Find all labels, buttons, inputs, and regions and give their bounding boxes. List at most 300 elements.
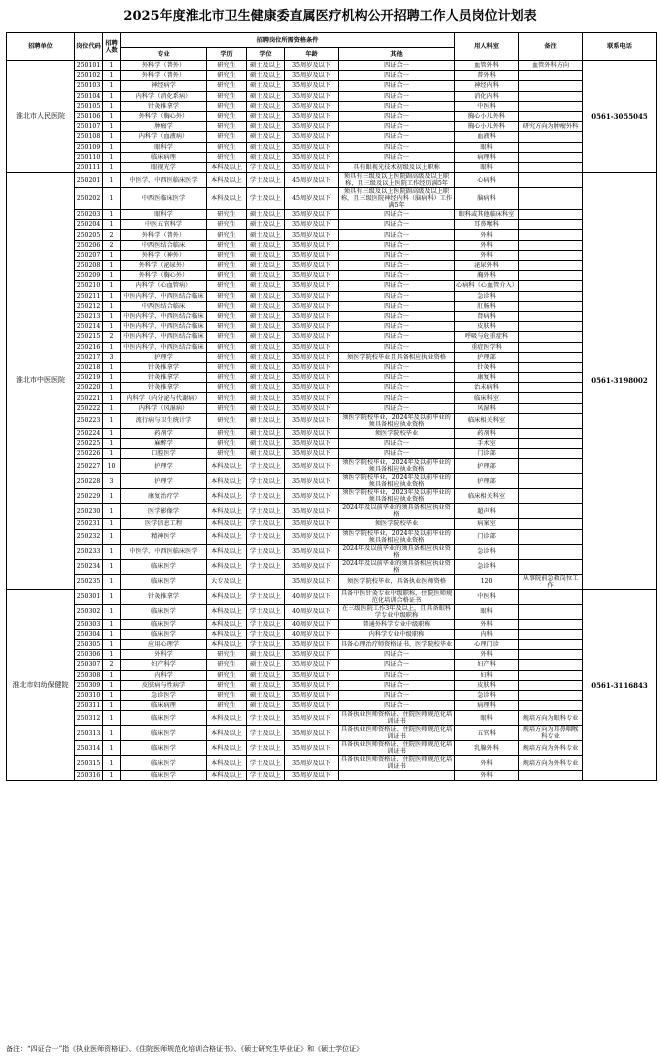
cell-degree: 硕士及以上	[247, 142, 285, 152]
cell-count: 1	[103, 122, 121, 132]
cell-remark	[519, 188, 583, 210]
cell-dept: 耳鼻喉科	[455, 220, 519, 230]
cell-major: 医学影像学	[121, 504, 207, 519]
table-row	[7, 261, 657, 271]
cell-other: 2024年及以前毕业的须具备相应执业资格	[339, 559, 455, 574]
cell-code: 250229	[75, 489, 103, 504]
cell-age: 35周岁及以下	[285, 393, 339, 403]
cell-dept: 胸心小儿外科	[455, 122, 519, 132]
cell-edu: 研究生	[207, 393, 247, 403]
table-row	[7, 152, 657, 162]
cell-count: 1	[103, 291, 121, 301]
cell-age: 35周岁及以下	[285, 489, 339, 504]
cell-code: 250101	[75, 61, 103, 71]
cell-edu: 研究生	[207, 311, 247, 321]
cell-code: 250209	[75, 271, 103, 281]
cell-code: 250206	[75, 240, 103, 250]
table-row	[7, 210, 657, 220]
cell-count: 1	[103, 261, 121, 271]
cell-edu: 本科及以上	[207, 459, 247, 474]
cell-dept: 康复科	[455, 373, 519, 383]
cell-count: 1	[103, 650, 121, 660]
cell-code: 250231	[75, 519, 103, 529]
cell-age: 35周岁及以下	[285, 61, 339, 71]
cell-remark	[519, 428, 583, 438]
cell-major: 针灸推拿学	[121, 589, 207, 604]
table-row	[7, 439, 657, 449]
cell-code: 250233	[75, 544, 103, 559]
cell-code: 250315	[75, 756, 103, 771]
cell-remark	[519, 413, 583, 428]
cell-remark: 规培方向为外科专业	[519, 756, 583, 771]
cell-remark	[519, 132, 583, 142]
cell-remark	[519, 173, 583, 188]
cell-remark	[519, 210, 583, 220]
cell-remark	[519, 639, 583, 649]
cell-degree: 学士及以上	[247, 756, 285, 771]
cell-major: 针灸推拿学	[121, 373, 207, 383]
table-row	[7, 173, 657, 188]
cell-edu: 研究生	[207, 439, 247, 449]
cell-age: 35周岁及以下	[285, 474, 339, 489]
table-row	[7, 519, 657, 529]
cell-age: 35周岁及以下	[285, 210, 339, 220]
cell-major: 麻醉学	[121, 439, 207, 449]
cell-dept: 心病科（心血管介入）	[456, 282, 518, 290]
cell-count: 1	[103, 741, 121, 756]
cell-count: 2	[103, 230, 121, 240]
cell-count: 1	[103, 81, 121, 91]
cell-age: 35周岁及以下	[285, 449, 339, 459]
cell-degree: 硕士及以上	[247, 230, 285, 240]
table-row	[7, 726, 657, 741]
cell-count: 1	[103, 152, 121, 162]
cell-edu: 研究生	[207, 71, 247, 81]
cell-age: 40周岁及以下	[285, 629, 339, 639]
cell-code: 250207	[75, 250, 103, 260]
cell-major: 眼科学	[121, 142, 207, 152]
cell-code: 250219	[75, 373, 103, 383]
cell-edu: 研究生	[207, 230, 247, 240]
cell-count: 1	[103, 383, 121, 393]
table-row	[7, 680, 657, 690]
cell-count: 1	[103, 690, 121, 700]
cell-count: 1	[103, 132, 121, 142]
cell-other: 四证合一	[339, 342, 455, 352]
cell-major: 药剂学	[121, 428, 207, 438]
table-row	[7, 383, 657, 393]
cell-age: 45周岁及以下	[285, 188, 339, 210]
cell-remark	[519, 439, 583, 449]
cell-dept: 外科	[455, 250, 519, 260]
cell-code: 250307	[75, 660, 103, 670]
cell-edu: 研究生	[207, 428, 247, 438]
cell-dept: 中医科	[455, 101, 519, 111]
cell-remark	[519, 489, 583, 504]
cell-edu: 研究生	[207, 650, 247, 660]
cell-degree: 硕士及以上	[247, 362, 285, 372]
cell-edu: 研究生	[207, 301, 247, 311]
cell-dept: 肛肠科	[455, 301, 519, 311]
cell-other: 四证合一	[339, 690, 455, 700]
table-row	[7, 81, 657, 91]
cell-major: 临床病理	[121, 152, 207, 162]
cell-other: 四证合一	[339, 240, 455, 250]
cell-major: 临床医学	[121, 574, 207, 589]
header-conditions: 招聘岗位所需资格条件	[121, 33, 455, 48]
cell-count: 2	[103, 332, 121, 342]
cell-other: 四证合一	[339, 71, 455, 81]
cell-code: 250208	[75, 261, 103, 271]
cell-count: 1	[103, 301, 121, 311]
cell-other: 具备执业医师资格证、住院医师规范化培训证书	[339, 756, 455, 771]
cell-count: 1	[103, 101, 121, 111]
cell-dept: 血液科	[455, 132, 519, 142]
table-row	[7, 701, 657, 711]
header-remark: 备注	[519, 33, 583, 61]
cell-degree: 硕士及以上	[247, 332, 285, 342]
cell-remark	[519, 91, 583, 101]
cell-other: 四证合一	[339, 383, 455, 393]
cell-dept: 重症医学科	[455, 342, 519, 352]
table-row	[7, 741, 657, 756]
cell-count: 1	[103, 342, 121, 352]
cell-dept: 风湿科	[455, 403, 519, 413]
cell-major: 临床医学	[121, 771, 207, 781]
cell-dept: 心病科	[455, 173, 519, 188]
cell-edu: 研究生	[207, 332, 247, 342]
cell-other: 内科学专业中级职称	[339, 629, 455, 639]
cell-count: 1	[103, 529, 121, 544]
cell-age: 35周岁及以下	[285, 413, 339, 428]
cell-edu: 研究生	[207, 250, 247, 260]
cell-major: 精神医学	[121, 529, 207, 544]
cell-age: 35周岁及以下	[285, 122, 339, 132]
table-row	[7, 660, 657, 670]
table-row	[7, 342, 657, 352]
cell-other: 四证合一	[339, 210, 455, 220]
cell-count: 1	[103, 71, 121, 81]
cell-edu: 本科及以上	[207, 726, 247, 741]
cell-dept: 护理部	[455, 352, 519, 362]
table-row	[7, 544, 657, 559]
cell-remark	[519, 142, 583, 152]
cell-remark	[519, 332, 583, 342]
cell-age: 35周岁及以下	[285, 311, 339, 321]
cell-other: 四证合一	[339, 439, 455, 449]
cell-dept: 胸心小儿外科	[455, 111, 519, 121]
cell-age: 35周岁及以下	[285, 261, 339, 271]
table-row	[7, 352, 657, 362]
header-unit: 招聘单位	[7, 33, 75, 61]
cell-dept: 眼科	[455, 162, 519, 172]
cell-remark	[519, 660, 583, 670]
table-row	[7, 670, 657, 680]
cell-degree: 硕士及以上	[247, 81, 285, 91]
cell-major: 外科学（普外）	[121, 71, 207, 81]
cell-degree: 硕士及以上	[247, 271, 285, 281]
cell-other: 须具有三级及以上医院副高级及以上职称，且三级医院神经内科（脑病科）工作满5年	[339, 188, 455, 210]
cell-code: 250309	[75, 680, 103, 690]
header-dept: 用人科室	[455, 33, 519, 61]
cell-other: 四证合一	[339, 322, 455, 332]
cell-remark	[519, 544, 583, 559]
cell-degree: 硕士及以上	[247, 71, 285, 81]
cell-code: 250103	[75, 81, 103, 91]
cell-edu: 研究生	[207, 91, 247, 101]
cell-edu: 本科及以上	[207, 544, 247, 559]
cell-edu: 研究生	[207, 383, 247, 393]
cell-count: 1	[103, 111, 121, 121]
cell-remark	[519, 291, 583, 301]
cell-degree: 学士及以上	[247, 604, 285, 619]
cell-dept: 妇科	[455, 670, 519, 680]
cell-degree: 硕士及以上	[247, 680, 285, 690]
cell-code: 250110	[75, 152, 103, 162]
table-row	[7, 188, 657, 210]
cell-remark	[519, 771, 583, 781]
cell-edu: 研究生	[207, 271, 247, 281]
cell-code: 250313	[75, 726, 103, 741]
cell-remark	[519, 670, 583, 680]
cell-remark	[519, 504, 583, 519]
cell-count: 1	[103, 449, 121, 459]
cell-age: 35周岁及以下	[285, 291, 339, 301]
cell-dept: 120	[455, 574, 519, 589]
cell-major: 内科学（风湿病）	[121, 403, 207, 413]
cell-degree: 学士及以上	[247, 162, 285, 172]
cell-edu: 本科及以上	[207, 519, 247, 529]
cell-code: 250213	[75, 311, 103, 321]
cell-major: 中医内科学、中西医结合临床	[121, 322, 207, 332]
cell-count: 3	[103, 352, 121, 362]
cell-age: 35周岁及以下	[285, 91, 339, 101]
cell-dept: 急诊科	[455, 690, 519, 700]
cell-remark	[519, 322, 583, 332]
cell-degree: 学士及以上	[247, 711, 285, 726]
cell-age: 35周岁及以下	[285, 240, 339, 250]
cell-count: 3	[103, 474, 121, 489]
cell-other: 四证合一	[339, 152, 455, 162]
cell-edu: 研究生	[207, 670, 247, 680]
cell-other: 四证合一	[339, 81, 455, 91]
cell-count: 1	[103, 439, 121, 449]
cell-remark: 从事院前急救岗位工作	[519, 574, 583, 589]
cell-degree: 硕士及以上	[247, 701, 285, 711]
cell-major: 康复治疗学	[121, 489, 207, 504]
cell-dept: 临床相关科室	[455, 489, 519, 504]
cell-major: 外科学（普外）	[121, 230, 207, 240]
cell-remark	[519, 250, 583, 260]
header-phone: 联系电话	[583, 33, 657, 61]
table-row	[7, 250, 657, 260]
cell-other: 四证合一	[339, 670, 455, 680]
cell-age: 35周岁及以下	[285, 439, 339, 449]
cell-major: 针灸推拿学	[121, 101, 207, 111]
cell-edu: 研究生	[207, 81, 247, 91]
cell-other: 具有眼视光技术初级及以上职称	[339, 162, 455, 172]
cell-major: 流行病与卫生统计学	[121, 413, 207, 428]
cell-degree: 硕士及以上	[247, 261, 285, 271]
cell-code: 250226	[75, 449, 103, 459]
cell-remark	[519, 449, 583, 459]
cell-edu: 本科及以上	[207, 162, 247, 172]
cell-remark	[519, 261, 583, 271]
cell-age: 35周岁及以下	[285, 459, 339, 474]
cell-age: 35周岁及以下	[285, 741, 339, 756]
table-row	[7, 311, 657, 321]
cell-age: 40周岁及以下	[285, 619, 339, 629]
cell-count: 1	[103, 504, 121, 519]
cell-dept: 皮肤科	[455, 680, 519, 690]
cell-degree: 学士及以上	[247, 489, 285, 504]
cell-other: 普通外科学专业中级职称	[339, 619, 455, 629]
cell-remark	[519, 240, 583, 250]
cell-count: 1	[103, 619, 121, 629]
cell-major: 中西医结合临床	[121, 301, 207, 311]
cell-other	[339, 771, 455, 781]
cell-other: 具备执业医师资格证、住院医师规范化培训证书	[339, 726, 455, 741]
cell-degree: 硕士及以上	[247, 383, 285, 393]
cell-remark	[519, 152, 583, 162]
table-row	[7, 403, 657, 413]
cell-code: 250216	[75, 342, 103, 352]
cell-remark	[519, 81, 583, 91]
cell-remark	[519, 519, 583, 529]
cell-dept: 病理科	[455, 152, 519, 162]
cell-other: 四证合一	[339, 650, 455, 660]
cell-dept: 眼科	[455, 604, 519, 619]
cell-remark	[519, 690, 583, 700]
cell-remark	[519, 220, 583, 230]
cell-age: 35周岁及以下	[285, 660, 339, 670]
cell-major: 内科学	[121, 670, 207, 680]
cell-age: 35周岁及以下	[285, 81, 339, 91]
cell-age: 35周岁及以下	[285, 142, 339, 152]
cell-edu: 大专及以上	[207, 574, 247, 589]
cell-dept: 外科	[455, 771, 519, 781]
cell-age: 35周岁及以下	[285, 373, 339, 383]
cell-major: 中医内科学、中西医结合临床	[121, 291, 207, 301]
cell-major: 应用心理学	[121, 639, 207, 649]
cell-count: 1	[103, 629, 121, 639]
header-age: 年龄	[285, 48, 339, 61]
cell-count: 1	[103, 604, 121, 619]
cell-age: 35周岁及以下	[285, 529, 339, 544]
cell-edu: 研究生	[207, 690, 247, 700]
cell-major: 医学信息工程	[121, 519, 207, 529]
cell-degree: 学士及以上	[247, 559, 285, 574]
cell-other: 须医学院校毕业，2024年及以前毕业的须具备相应执业资格	[339, 413, 455, 428]
cell-major: 内科学（内分泌与代谢病）	[121, 393, 207, 403]
cell-code: 250205	[75, 230, 103, 240]
cell-degree: 硕士及以上	[247, 322, 285, 332]
cell-edu: 研究生	[207, 220, 247, 230]
cell-dept: 病案室	[455, 519, 519, 529]
cell-remark	[519, 604, 583, 619]
cell-degree: 硕士及以上	[247, 301, 285, 311]
cell-age: 40周岁及以下	[285, 589, 339, 604]
cell-age: 35周岁及以下	[285, 162, 339, 172]
cell-code: 250308	[75, 670, 103, 680]
cell-age: 35周岁及以下	[285, 771, 339, 781]
cell-count: 2	[103, 240, 121, 250]
cell-remark: 规培方向为眼科专业	[519, 711, 583, 726]
cell-remark: 规培方向为耳鼻咽喉科专业	[519, 726, 583, 741]
cell-code: 250224	[75, 428, 103, 438]
header-other: 其他	[339, 48, 455, 61]
cell-code: 250215	[75, 332, 103, 342]
cell-degree: 硕士及以上	[247, 132, 285, 142]
cell-major: 护理学	[121, 474, 207, 489]
cell-age: 35周岁及以下	[285, 342, 339, 352]
cell-degree: 硕士及以上	[247, 690, 285, 700]
cell-count: 1	[103, 519, 121, 529]
cell-edu: 研究生	[207, 403, 247, 413]
cell-age: 35周岁及以下	[285, 250, 339, 260]
cell-code: 250217	[75, 352, 103, 362]
cell-edu: 本科及以上	[207, 771, 247, 781]
cell-major: 中西医结合临床	[121, 240, 207, 250]
table-row	[7, 132, 657, 142]
cell-remark	[519, 362, 583, 372]
cell-dept: 药剂科	[455, 428, 519, 438]
cell-code: 250106	[75, 111, 103, 121]
cell-count: 1	[103, 210, 121, 220]
cell-count: 2	[103, 660, 121, 670]
cell-other: 四证合一	[339, 449, 455, 459]
cell-edu: 研究生	[207, 61, 247, 71]
cell-dept: 外科	[455, 619, 519, 629]
cell-dept: 治未病科	[455, 383, 519, 393]
cell-dept: 急诊科	[455, 559, 519, 574]
cell-remark	[519, 529, 583, 544]
cell-dept: 皮肤科	[455, 322, 519, 332]
table-row	[7, 322, 657, 332]
cell-major: 临床医学	[121, 711, 207, 726]
cell-dept: 呼吸与危重症科	[455, 332, 519, 342]
cell-dept: 五官科	[455, 726, 519, 741]
cell-edu: 研究生	[207, 142, 247, 152]
table-row	[7, 589, 657, 604]
cell-count: 1	[103, 322, 121, 332]
cell-other: 2024年及以前毕业的须具备相应执业资格	[339, 544, 455, 559]
cell-code: 250223	[75, 413, 103, 428]
cell-edu: 研究生	[207, 261, 247, 271]
cell-other: 四证合一	[339, 261, 455, 271]
cell-major: 护理学	[121, 459, 207, 474]
cell-unit: 淮北市妇幼保健院	[7, 589, 75, 781]
cell-remark	[519, 111, 583, 121]
cell-major: 内科学（血液病）	[121, 132, 207, 142]
cell-age: 35周岁及以下	[285, 711, 339, 726]
cell-dept: 中医科	[455, 589, 519, 604]
cell-age: 35周岁及以下	[285, 271, 339, 281]
cell-unit: 淮北市人民医院	[7, 61, 75, 173]
cell-other: 四证合一	[339, 122, 455, 132]
cell-code: 250235	[75, 574, 103, 589]
cell-age: 35周岁及以下	[285, 428, 339, 438]
cell-remark	[519, 281, 583, 291]
cell-edu: 研究生	[207, 111, 247, 121]
cell-degree: 学士及以上	[247, 619, 285, 629]
cell-degree: 硕士及以上	[247, 240, 285, 250]
cell-dept: 外科	[455, 230, 519, 240]
cell-dept: 眼科或其他临床科室	[455, 210, 519, 220]
cell-dept: 临床科室	[455, 393, 519, 403]
cell-age: 35周岁及以下	[285, 574, 339, 589]
cell-code: 250302	[75, 604, 103, 619]
